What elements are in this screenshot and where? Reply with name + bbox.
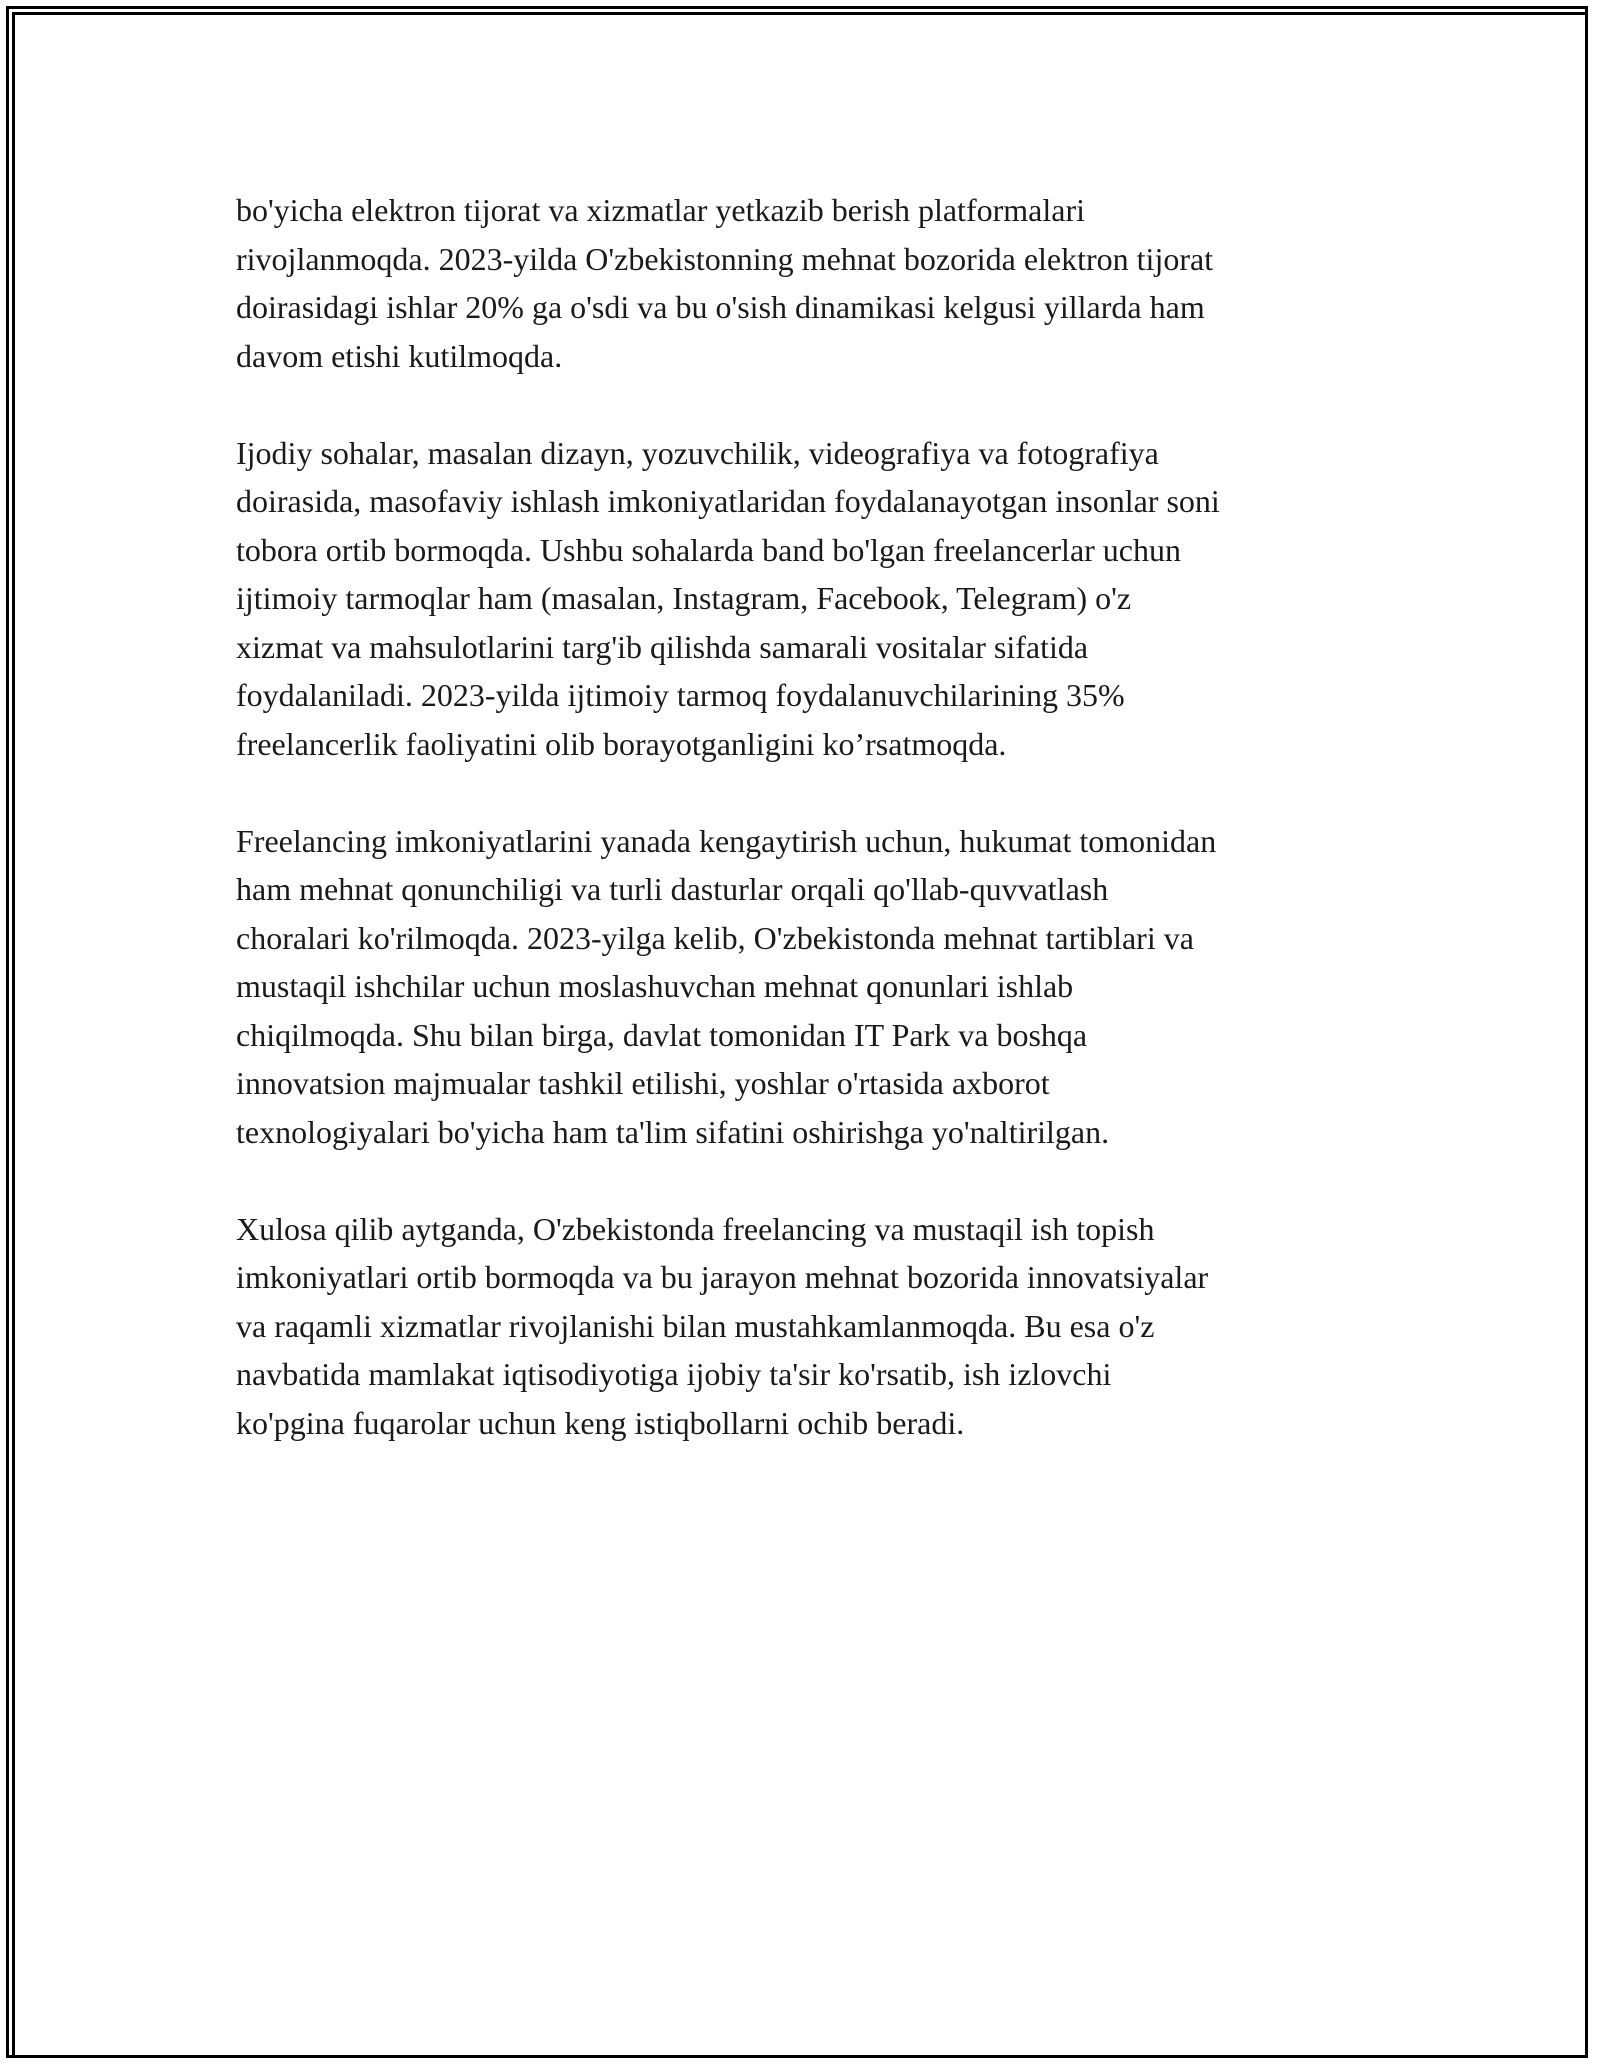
document-body — [236, 186, 1376, 1496]
paragraph-2 — [236, 429, 1376, 769]
text-line: Ijodiy sohalar, masalan dizayn, yozuvchilik, videografiya va fotografiya — [236, 434, 1159, 471]
text-line: mustaqil ishchilar uchun moslashuvchan mehnat qonunlari ishlab — [236, 968, 1074, 1004]
text-line: bo'yicha elektron tijorat va xizmatlar yetkazib berish platformalari — [236, 192, 1085, 228]
text-line: Xulosa qilib aytganda, O'zbekistonda freelancing va mustaqil ish topish — [236, 1210, 1155, 1247]
text-line: innovatsion majmualar tashkil etilishi, yoshlar o'rtasida axborot — [236, 1065, 1050, 1101]
text-line: ijtimoiy tarmoqlar ham (masalan, Instagram, Facebook, Telegram) o'z — [236, 580, 1132, 616]
text-line: ham mehnat qonunchiligi va turli dasturlar orqali qo'llab-quvvatlash — [236, 871, 1109, 907]
text-line: xizmat va mahsulotlarini targ'ib qilishda samarali vositalar sifatida — [236, 628, 1089, 665]
text-line: ko'pgina fuqarolar uchun keng istiqbollarni ochib beradi. — [236, 1404, 965, 1441]
text-line: doirasidagi ishlar 20% ga o'sdi va bu o'sish dinamikasi kelgusi yillarda ham — [236, 289, 1205, 325]
text-line: rivojlanmoqda. 2023-yilda O'zbekistonning mehnat bozorida elektron tijorat — [236, 240, 1214, 277]
paragraph-4 — [236, 1205, 1376, 1448]
text-line: imkoniyatlari ortib bormoqda va bu jarayon mehnat bozorida innovatsiyalar — [236, 1259, 1209, 1295]
text-line: foydalaniladi. 2023-yilda ijtimoiy tarmoq foydalanuvchilarining 35% — [236, 677, 1125, 713]
paragraph-1 — [236, 186, 1376, 380]
text-line: va raqamli xizmatlar rivojlanishi bilan mustahkamlanmoqda. Bu esa o'z — [236, 1307, 1155, 1344]
text-line: chiqilmoqda. Shu bilan birga, davlat tomonidan IT Park va boshqa — [236, 1016, 1088, 1053]
paragraph-3 — [236, 817, 1376, 1157]
text-line: navbatida mamlakat iqtisodiyotiga ijobiy ta'sir ko'rsatib, ish izlovchi — [236, 1356, 1112, 1392]
text-line: freelancerlik faoliyatini olib borayotganligini ko’rsatmoqda. — [236, 725, 1007, 762]
text-line: doirasida, masofaviy ishlash imkoniyatlaridan foydalanayotgan insonlar soni — [236, 483, 1220, 519]
text-line: tobora ortib bormoqda. Ushbu sohalarda band bo'lgan freelancerlar uchun — [236, 531, 1181, 568]
text-line: Freelancing imkoniyatlarini yanada kengaytirish uchun, hukumat tomonidan — [236, 822, 1217, 859]
text-line: davom etishi kutilmoqda. — [236, 337, 563, 374]
text-line: texnologiyalari bo'yicha ham ta'lim sifatini oshirishga yo'naltirilgan. — [236, 1113, 1110, 1150]
text-line: choralari ko'rilmoqda. 2023-yilga kelib, O'zbekistonda mehnat tartiblari va — [236, 919, 1194, 956]
